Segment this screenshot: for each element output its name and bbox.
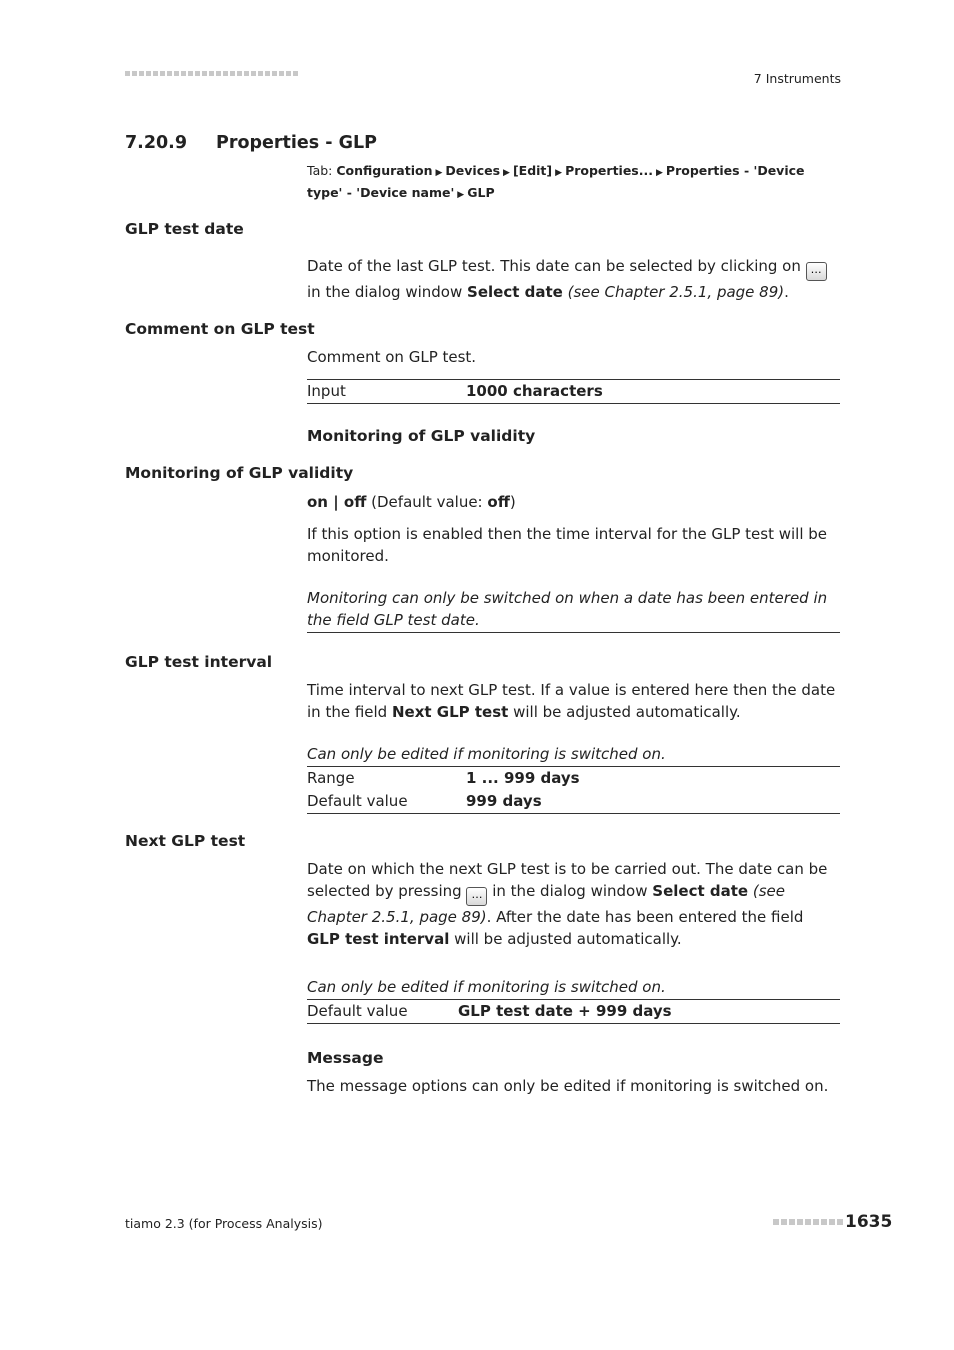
- next-test-heading: Next GLP test: [125, 832, 246, 850]
- tab-path-item: Properties - 'Device type' - 'Device name': [307, 163, 805, 200]
- table-row: Default value GLP test date + 999 days: [307, 1002, 672, 1020]
- monitoring-description: If this option is enabled then the time interval for the GLP test will be monitored.: [307, 525, 828, 565]
- interval-table: [307, 766, 840, 814]
- monitoring-options: on | off (Default value: off): [307, 493, 516, 511]
- comment-table: [307, 379, 840, 404]
- interval-description: Time interval to next GLP test. If a value is entered here then the date in the field Next GLP test will be adjusted automatically.: [307, 681, 836, 721]
- monitoring-note: Monitoring can only be switched on when a date has been entered in the field GLP test date.: [307, 589, 828, 629]
- table-row: Default value 999 days: [307, 792, 542, 810]
- monitoring-subheading: Monitoring of GLP validity: [307, 427, 536, 445]
- glp-test-date-heading: GLP test date: [125, 220, 244, 238]
- tab-path-item: Configuration: [336, 163, 433, 178]
- section-number: 7.20.9: [125, 133, 188, 153]
- tab-path: [307, 161, 842, 205]
- ellipsis-button-icon: …: [806, 262, 827, 281]
- header-chapter: 7 Instruments: [753, 71, 841, 86]
- header-decoration: [125, 71, 298, 76]
- divider: [307, 632, 840, 633]
- interval-heading: GLP test interval: [125, 653, 273, 671]
- comment-heading: Comment on GLP test: [125, 320, 315, 338]
- tab-path-item: Properties...: [565, 163, 653, 178]
- table-row: Input 1000 characters: [307, 382, 603, 400]
- arrow-right-icon: ▶: [457, 190, 465, 200]
- next-test-table: [307, 999, 840, 1024]
- arrow-right-icon: ▶: [435, 168, 443, 178]
- interval-note: Can only be edited if monitoring is switched on.: [307, 745, 666, 763]
- next-test-note: Can only be edited if monitoring is switched on.: [307, 978, 666, 996]
- tab-path-prefix: Tab:: [307, 163, 333, 178]
- tab-path-item: Devices: [445, 163, 501, 178]
- arrow-right-icon: ▶: [555, 168, 563, 178]
- table-row: Range 1 ... 999 days: [307, 769, 580, 787]
- arrow-right-icon: ▶: [656, 168, 663, 178]
- message-description: The message options can only be edited if monitoring is switched on.: [307, 1077, 829, 1095]
- monitoring-heading: Monitoring of GLP validity: [125, 464, 354, 482]
- footer-product: tiamo 2.3 (for Process Analysis): [125, 1216, 323, 1231]
- arrow-right-icon: ▶: [503, 168, 510, 178]
- tab-path-item: GLP: [467, 185, 495, 200]
- tab-path-item: [Edit]: [512, 163, 553, 178]
- comment-description: Comment on GLP test.: [307, 348, 477, 366]
- next-test-description: Date on which the next GLP test is to be carried out. The date can be selected by pressing … in the dialog window Select date (see Chapter 2.5.1, page 89). After the date has been entered the field GLP test interval will be adjusted automatically.: [307, 860, 828, 948]
- glp-test-date-description: Date of the last GLP test. This date can be selected by clicking on … in the dialog window Select date (see Chapter 2.5.1, page 89).: [307, 255, 840, 303]
- footer-decoration: [773, 1219, 843, 1225]
- message-heading: Message: [307, 1049, 384, 1067]
- section-title: Properties - GLP: [216, 133, 377, 153]
- page-number: 1635: [845, 1212, 893, 1232]
- ellipsis-button-icon: …: [466, 887, 487, 906]
